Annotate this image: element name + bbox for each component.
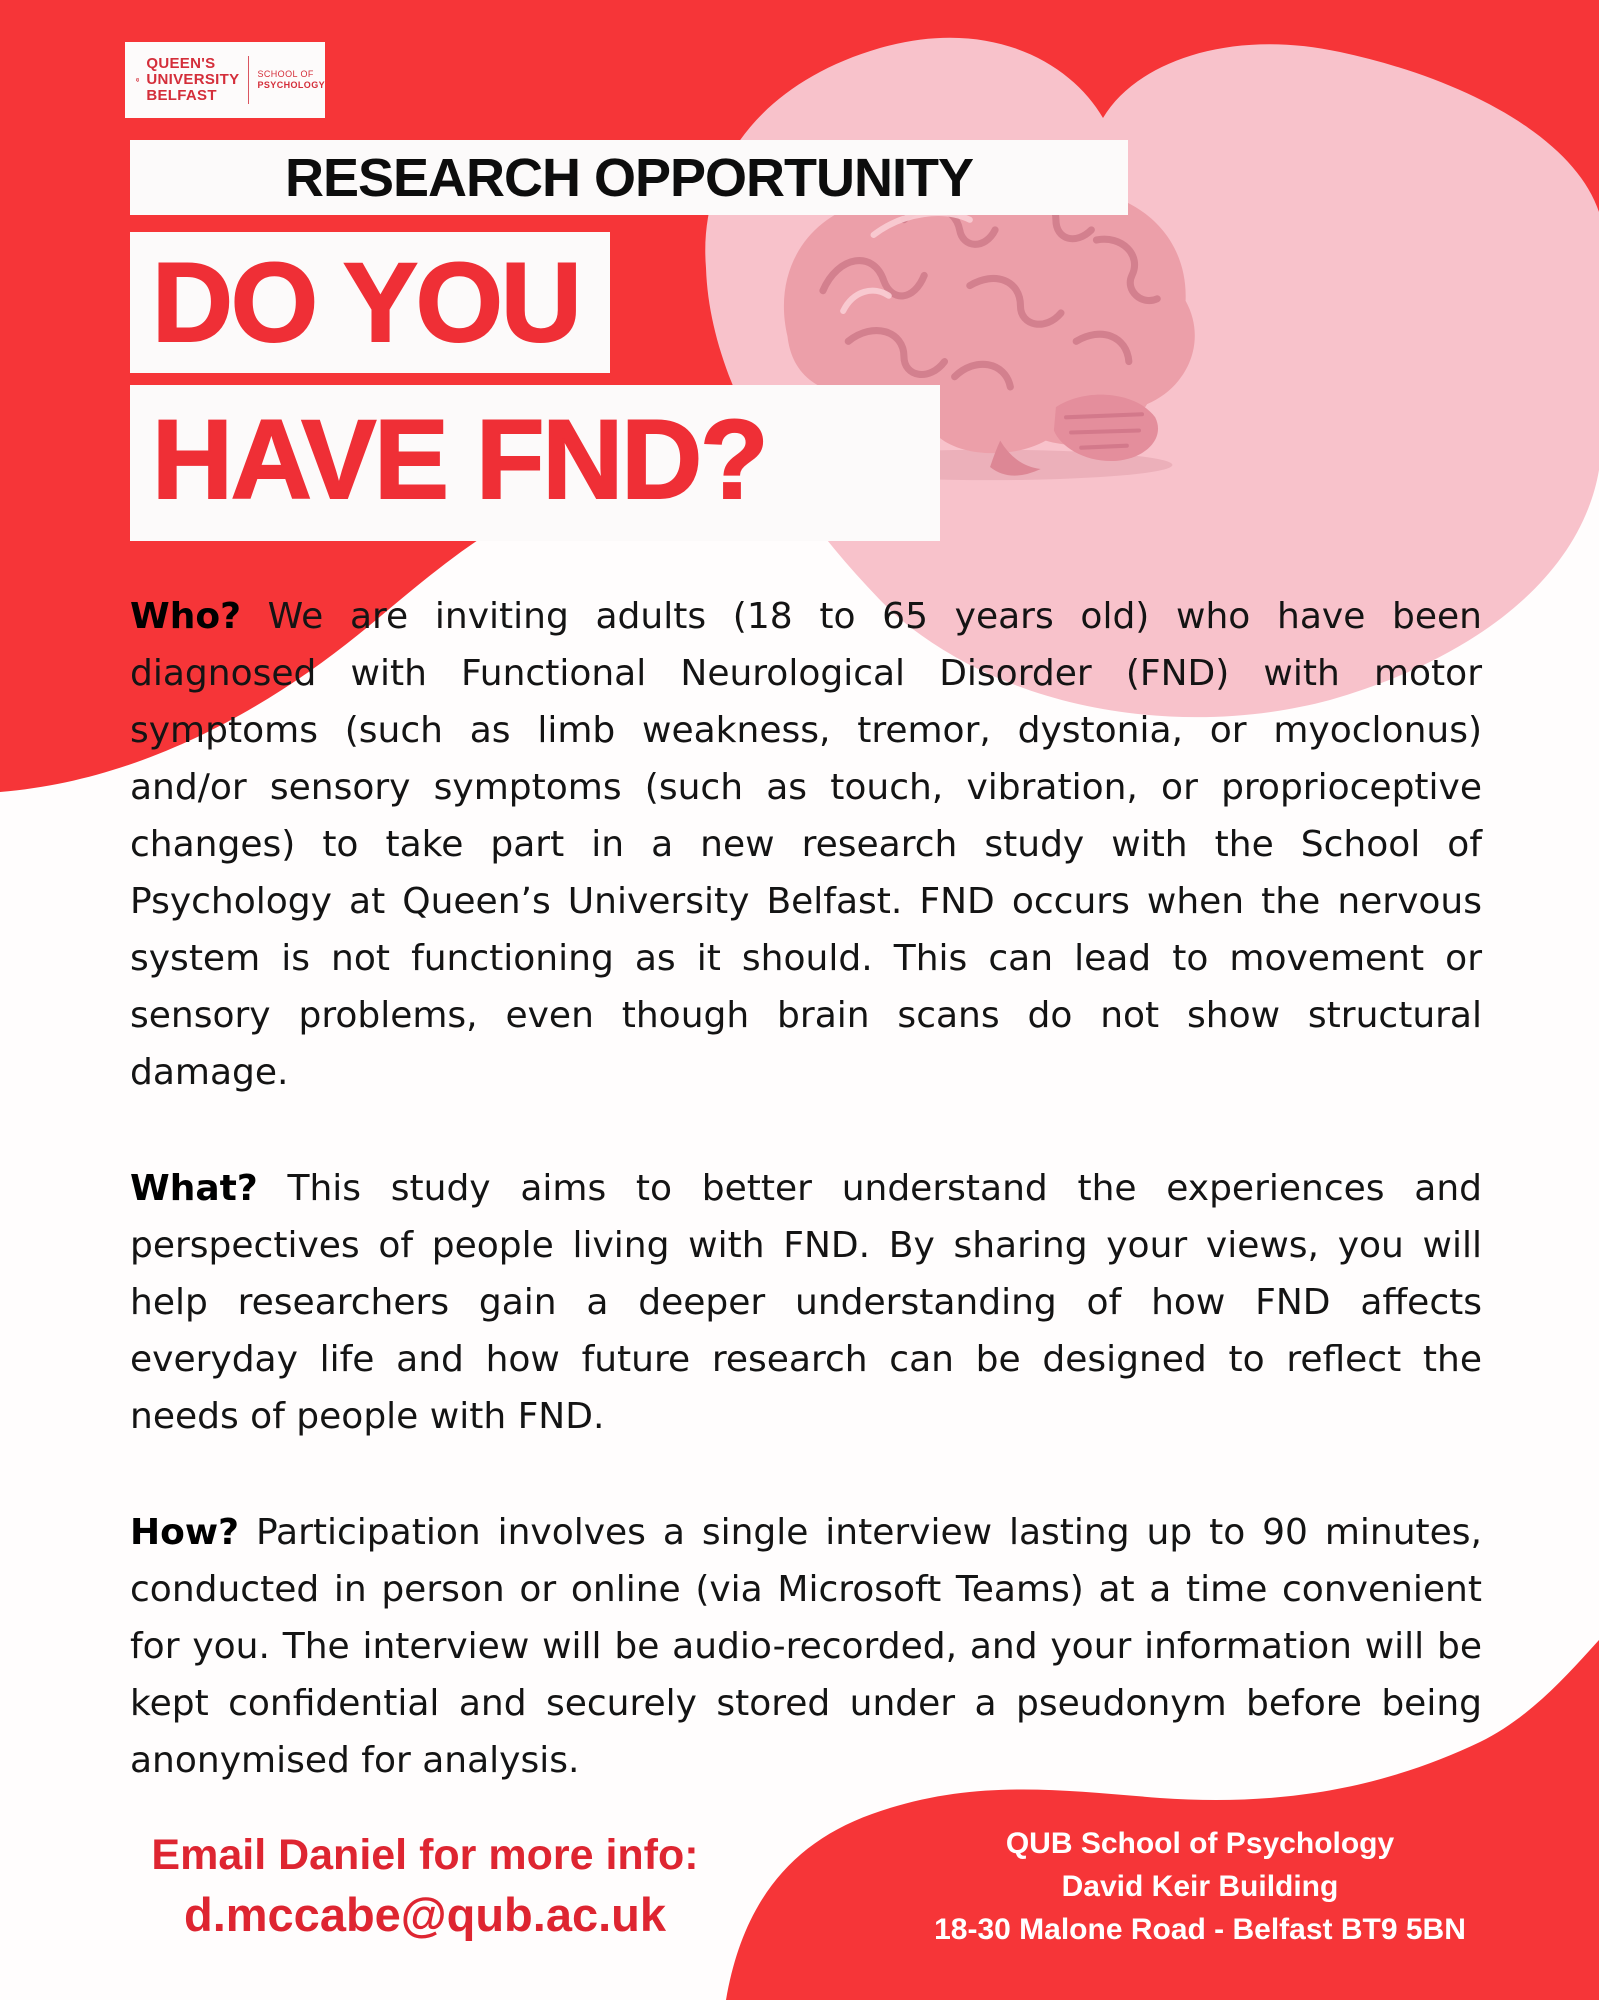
- address-line-3: 18-30 Malone Road - Belfast BT9 5BN: [934, 1913, 1466, 1946]
- logo-institution-line: UNIVERSITY: [146, 71, 240, 88]
- contact-prompt: Email Daniel for more info:: [151, 1831, 699, 1879]
- logo-institution-line: QUEEN'S: [146, 55, 216, 72]
- research-opportunity-banner: [130, 140, 1128, 215]
- paragraph-what: [130, 1160, 1482, 1445]
- paragraph-what-lead: What?: [130, 1168, 258, 1209]
- address-line-2: David Keir Building: [1061, 1870, 1339, 1903]
- paragraph-what-text: This study aims to better understand the experiences and perspectives of people living with FND. By sharing your views, you will help researchers gain a deeper understanding of how FND affects everyday life and how future research can be designed to reflect the needs of people with FND.: [130, 1168, 1482, 1437]
- logo-institution-line: BELFAST: [146, 87, 217, 104]
- qub-logo: [125, 42, 325, 118]
- logo-department-line: PSYCHOLOGY: [257, 80, 325, 90]
- headline-have-fnd: HAVE FND?: [130, 385, 940, 541]
- headline-do-you: DO YOU: [130, 232, 610, 373]
- banner-label: RESEARCH OPPORTUNITY: [284, 147, 974, 208]
- paragraph-how-text: Participation involves a single interview lasting up to 90 minutes, conducted in person or online (via Microsoft Teams) at a time convenient for you. The interview will be audio-recorded, and your information will be kept confidential and securely stored under a pseudonym before being anonymised for analysis.: [130, 1512, 1483, 1781]
- contact-info: [110, 1826, 740, 1946]
- paragraph-who: [130, 588, 1482, 1101]
- qub-crest-icon: [136, 57, 139, 103]
- address-line-1: QUB School of Psychology: [1005, 1827, 1395, 1860]
- logo-institution: [146, 56, 239, 104]
- contact-email: d.mccabe@qub.ac.uk: [183, 1888, 667, 1941]
- paragraph-how: [130, 1504, 1482, 1789]
- paragraph-who-text: We are inviting adults (18 to 65 years old) who have been diagnosed with Functional Neurological Disorder (FND) with motor symptoms (such as limb weakness, tremor, dystonia, or myoclonus) and/or sensory symptoms (such as touch, vibration, or proprioceptive changes) to take part in a new research study with the School of Psychology at Queen’s University Belfast. FND occurs when the nervous system is not functioning as it should. This can lead to movement or sensory problems, even though brain scans do not show structural damage.: [130, 596, 1482, 1093]
- logo-department: [257, 69, 325, 91]
- logo-department-line: SCHOOL OF: [257, 69, 314, 79]
- paragraph-who-lead: Who?: [130, 596, 241, 637]
- paragraph-how-lead: How?: [130, 1512, 240, 1553]
- address-card: [880, 1822, 1520, 1951]
